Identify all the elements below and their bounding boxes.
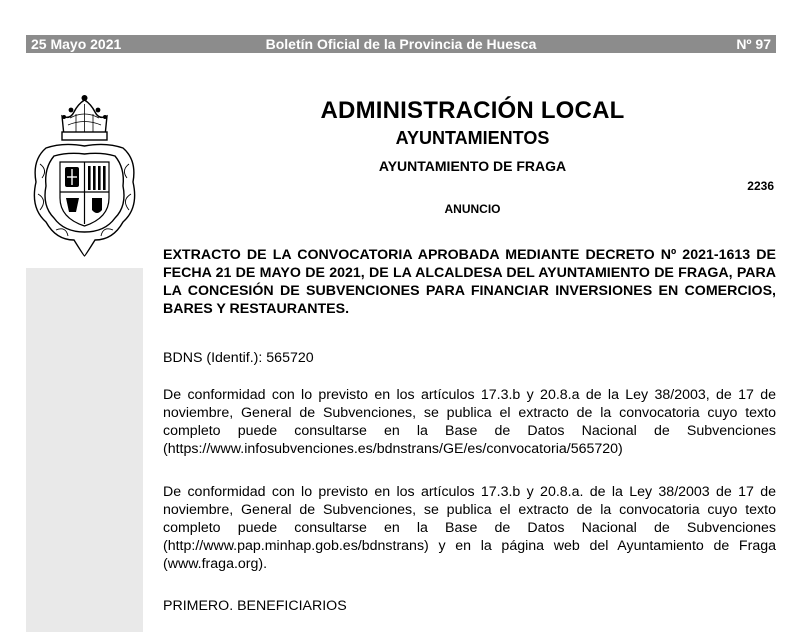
bdns-identifier: BDNS (Identif.): 565720	[163, 350, 314, 366]
announcement-type: ANUNCIO	[444, 202, 501, 216]
sidebar-strip	[26, 268, 143, 632]
section-heading-beneficiarios: PRIMERO. BENEFICIARIOS	[163, 598, 347, 614]
header-publication-title: Boletín Oficial de la Provincia de Huesca	[265, 36, 537, 52]
section-subtitle: AYUNTAMIENTOS	[395, 128, 550, 148]
extract-title: EXTRACTO DE LA CONVOCATORIA APROBADA MEDIANTE DECRETO Nº 2021-1613 DE FECHA 21 DE MAYO DE 2021, DE LA ALCALDESA DEL AYUNTAMIENTO DE FRAGA, PARA LA CONCESIÓN DE SUBVENCIONES PARA FINANCIAR INVERSIONES EN COMERCIOS, BARES Y RESTAURANTES.	[163, 247, 776, 317]
announcement-ref-number: 2236	[747, 179, 774, 193]
section-title: ADMINISTRACIÓN LOCAL	[320, 97, 625, 124]
body-paragraph-1: De conformidad con lo previsto en los artículos 17.3.b y 20.8.a de la Ley 38/2003, de 17 de noviembre, General de Subvenciones, se publica el extracto de la convocatoria cuyo texto completo puede consultarse en la Base de Datos Nacional de Subvenciones (https://www.infosubvenciones.es/bdnstrans/GE/es/convocatoria/565720)	[163, 387, 776, 457]
body-paragraph-2: De conformidad con lo previsto en los artículos 17.3.b y 20.8.a. de la Ley 38/2003 de 17 de noviembre, General de Subvenciones, se publica el extracto de la convocatoria cuyo texto completo puede consultarse en la Base de Datos Nacional de Subvenciones (http://www.pap.minhap.gob.es/bdnstrans) y en la página web del Ayuntamiento de Fraga (www.fraga.org).	[163, 484, 776, 572]
header-date: 25 Mayo 2021	[31, 36, 122, 52]
header-issue-number: Nº 97	[736, 36, 771, 52]
page-header-bar	[26, 35, 776, 53]
entity-name: AYUNTAMIENTO DE FRAGA	[378, 158, 567, 174]
coat-of-arms-icon	[26, 90, 143, 260]
